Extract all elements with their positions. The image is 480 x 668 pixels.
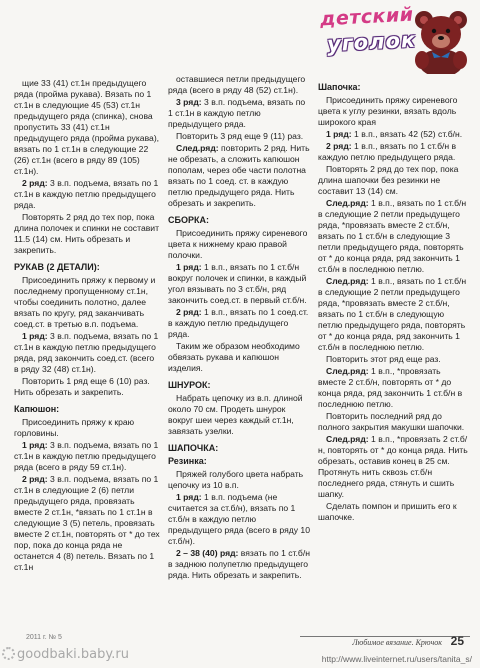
section-heading: Капюшон: [14, 404, 60, 414]
row-text: 1 в.п., вязать по 1 ст.б/н в следующие 2 петли предыдущего ряда, *провязать вместе 2 ст.б/н, вязать по 1 ст.б/н в следующие 3 петли предыдущего ряда, повторять от * до конца ряда, ряд закончить 1 ст.б/н в последнюю петлю. [318, 198, 467, 274]
issue-number: 2011 г. № 5 [26, 634, 62, 641]
row-label: След.ряд: [326, 434, 369, 444]
row-text: 1 в.п., *провязать 2 ст.б/н, повторять от * до конца ряда. Нить обрезать, оставив конец в 25 см. Протянуть нить сквозь ст.б/н последнего ряда, стянуть и сшить шапку. [318, 434, 468, 499]
page-number: 25 [450, 634, 464, 648]
instruction-row [168, 143, 310, 209]
row-text: 1 в.п., вязать по 1 ст.б/н в следующие 2 петли предыдущего ряда, *провязать вместе 2 ст.б/н, вязать по 1 ст.б/н в следующую петлю предыдущего ряда, повторять от * до конца ряда, ряд закончить 1 ст.б/н в последнюю петлю. [318, 276, 467, 352]
row-text: 1 в.п., вязать по 1 ст.б/н вокруг полочек и спинки, в каждый угол вязывать по 3 ст.б/н, ряд закончить соед.ст. в первый ст.б/н. [168, 262, 307, 305]
row-text: 1 в.п., вязать 42 (52) ст.б/н. [351, 129, 463, 139]
row-label: След.ряд: [176, 143, 219, 153]
paragraph: Присоединить пряжу к краю горловины. [14, 417, 135, 438]
row-text: 1 в.п., *провязать вместе 2 ст.б/н, повторять от * до конца ряда, ряд закончить 1 ст.б/н в последнюю петлю. [318, 366, 463, 409]
paragraph: щие 33 (41) ст.1н предыдущего ряда (пройма рукава). Вязать по 1 ст.1н в следующие 45 (53) ст.1н предыдущего ряда (спинка), снова пропустить 33 (41) ст.1н предыдущего ряда (пройма рукава), вязать по 1 ст.1н в следующие 22 (26) ст.1н (всего в ряду 89 (105) ст.1н). [14, 78, 160, 176]
row-label: 2 ряд: [326, 141, 352, 151]
section-title-line2: уголок [326, 27, 417, 57]
instruction-row [318, 198, 468, 275]
paragraph: Повторить 1 ряд еще 6 (10) раз. Нить обрезать и закрепить. [14, 376, 150, 397]
instruction-row [168, 262, 310, 306]
instruction-row [14, 331, 160, 375]
paragraph: Присоединить пряжу сиреневого цвета к нижнему краю правой полочки. [168, 228, 308, 260]
paragraph: Сделать помпон и пришить его к шапочке. [318, 501, 457, 522]
paragraph: Таким же образом необходимо обвязать рукава и капюшон изделия. [168, 341, 300, 373]
instruction-row [14, 474, 160, 573]
paragraph: Повторить последний ряд до полного закрытия макушки шапочки. [318, 411, 465, 432]
section-header [319, 2, 476, 78]
text-column-1 [14, 78, 160, 574]
instruction-row [168, 492, 310, 547]
instruction-row [168, 97, 310, 130]
row-label: След.ряд: [326, 366, 369, 376]
instruction-row [168, 548, 310, 581]
instruction-row [14, 440, 160, 473]
footer-divider [300, 636, 470, 637]
watermark-left-text: goodbaki.baby.ru [17, 647, 129, 662]
row-text: 3 в.п. подъема, вязать по 1 ст.1н в каждую петлю предыдущего ряда. [168, 97, 306, 129]
watermark-left [2, 647, 129, 662]
row-label: 2 – 38 (40) ряд: [176, 548, 239, 558]
row-text: 1 в.п. подъема (не считается за ст.б/н), вязать по 1 ст.б/н в каждую петлю предыдущего ряда (всего в ряду 10 ст.б/н). [168, 492, 310, 546]
section-heading: СБОРКА: [168, 215, 209, 225]
text-column-3 [318, 80, 468, 524]
row-text: повторить 2 ряд. Нить не обрезать, а сложить капюшон пополам, через обе части полотна вязать по 1 соед. ст. в каждую петлю предыдущего ряда. Нить обрезать и закрепить. [168, 143, 310, 208]
instruction-row [318, 434, 468, 500]
text-column-2 [168, 74, 310, 582]
subsection-heading: Резинка: [168, 456, 207, 466]
subsection-heading: Шапочка: [318, 82, 361, 92]
magazine-name: Любимое вязание. Крючок [352, 638, 442, 647]
row-text: 3 в.п. подъема, вязать по 1 ст.1н в следующие 2 (6) петли предыдущего ряда, провязать вместе 2 ст.1н, *вязать по 1 ст.1н в следующие 3 (5) петель, провязать вместе 2 ст.1н, повторять от * до тех пор, пока до конца ряда не останется 4 (8) петель. Вязать по 1 ст.1н [14, 474, 160, 572]
instruction-row [14, 178, 160, 211]
section-heading: ШАПОЧКА: [168, 443, 219, 453]
instruction-row [318, 276, 468, 353]
row-text: 3 в.п. подъема, вязать по 1 ст.1н в каждую петлю предыдущего ряда (всего в ряду 59 ст.1н). [14, 440, 159, 472]
row-text: 3 в.п. подъема, вязать по 1 ст.1н в каждую петлю предыдущего ряда, ряд закончить соед.ст. (всего в ряду 32 (48) ст.1н). [14, 331, 159, 374]
paragraph: Набрать цепочку из в.п. длиной около 70 см. Продеть шнурок вокруг шеи через каждый ст.1н, завязать узелки. [168, 393, 303, 436]
row-label: 1 ряд: [22, 440, 48, 450]
paragraph: Присоединить пряжу сиреневого цвета к углу резинки, вязать вдоль широкого края [318, 95, 458, 127]
row-label: 2 ряд: [176, 307, 202, 317]
paragraph: Пряжей голубого цвета набрать цепочку из 10 в.п. [168, 469, 304, 490]
teddy-bear-icon [410, 8, 474, 74]
instruction-row [168, 307, 310, 340]
paragraph: Присоединить пряжу к первому и последнему пропущенному ст.1н, чтобы соединить полотно, далее вязать по кругу, ряд заканчивать соед.ст. в третью в.п. подъема. [14, 275, 156, 329]
section-heading: РУКАВ (2 ДЕТАЛИ): [14, 262, 100, 272]
gear-icon [2, 647, 15, 660]
paragraph: Повторить 3 ряд еще 9 (11) раз. [176, 131, 304, 141]
instruction-row [318, 366, 468, 410]
instruction-row [318, 141, 468, 163]
row-label: След.ряд: [326, 198, 369, 208]
instruction-row [318, 129, 468, 140]
section-heading: ШНУРОК: [168, 380, 211, 390]
row-label: След.ряд: [326, 276, 369, 286]
row-text: 3 в.п. подъема, вязать по 1 ст.1н в каждую петлю предыдущего ряда. [14, 178, 159, 210]
paragraph: Повторять 2 ряд до тех пор, пока длина полочек и спинки не составит 11.5 (14) см. Нить обрезать и закрепить. [14, 212, 160, 255]
section-title-line1: детский [319, 3, 415, 31]
row-text: 1 в.п., вязать по 1 соед.ст. в каждую петлю предыдущего ряда. [168, 307, 309, 339]
row-label: 2 ряд: [22, 178, 48, 188]
row-text: вязать по 1 ст.б/н в заднюю полупетлю предыдущего ряда. Нить обрезать и закрепить. [168, 548, 310, 580]
row-label: 3 ряд: [176, 97, 202, 107]
paragraph: Повторить этот ряд еще раз. [326, 354, 441, 364]
row-label: 1 ряд: [176, 492, 202, 502]
row-label: 1 ряд: [176, 262, 202, 272]
row-label: 1 ряд: [22, 331, 48, 341]
paragraph: оставшиеся петли предыдущего ряда (всего в ряду 48 (52) ст.1н). [168, 74, 306, 95]
watermark-right: http://www.liveinternet.ru/users/tanita_s/ [321, 654, 472, 664]
row-label: 1 ряд: [326, 129, 352, 139]
paragraph: Повторять 2 ряд до тех пор, пока длина шапочки без резинки не составит 13 (14) см. [318, 164, 459, 196]
row-text: 1 в.п., вязать по 1 ст.б/н в каждую петлю предыдущего ряда. [318, 141, 457, 162]
row-label: 2 ряд: [22, 474, 48, 484]
